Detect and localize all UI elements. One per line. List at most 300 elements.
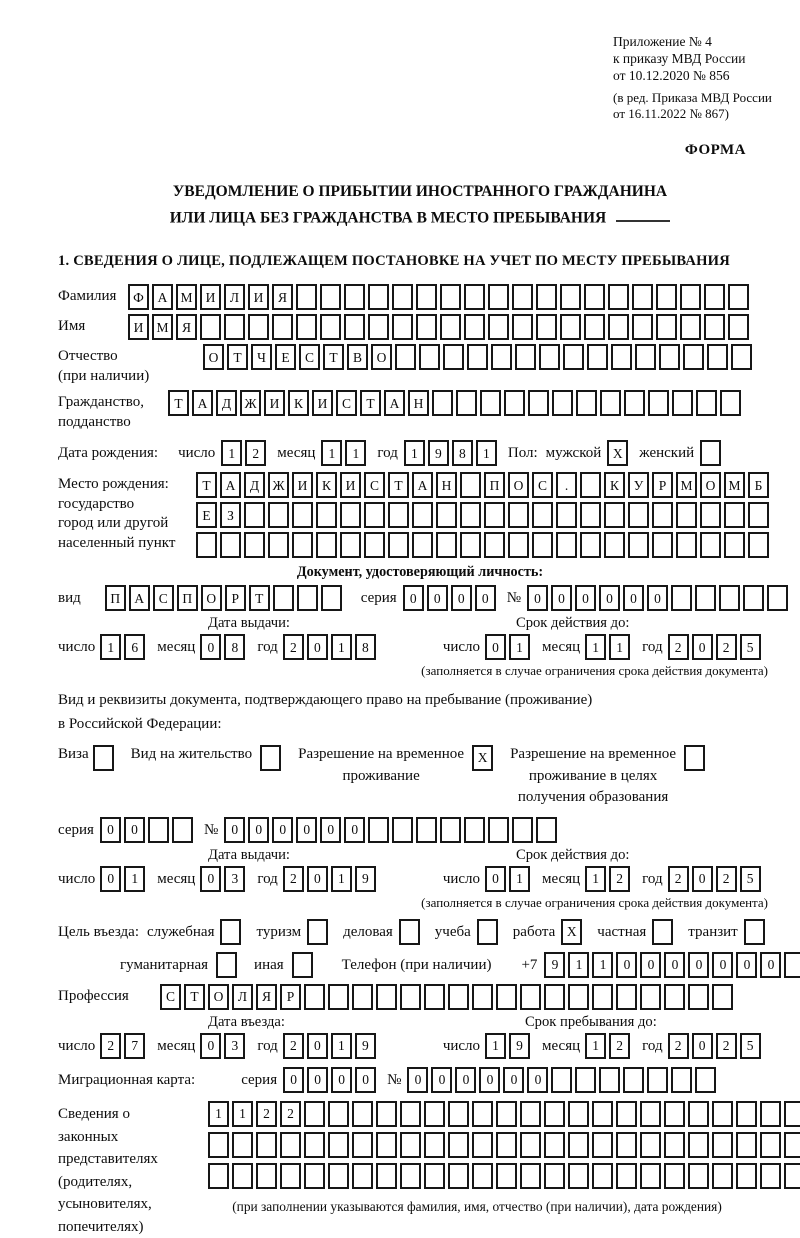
char-cell[interactable]: 0 (124, 817, 145, 843)
sex-female-checkbox[interactable] (700, 440, 724, 466)
char-cell[interactable]: П (105, 585, 126, 611)
char-cell[interactable]: 1 (585, 634, 606, 660)
char-cell[interactable]: 2 (609, 1033, 630, 1059)
char-cell[interactable]: А (384, 390, 405, 416)
char-cell[interactable]: Л (224, 284, 245, 310)
char-cell[interactable] (472, 984, 493, 1010)
char-cell[interactable] (616, 984, 637, 1010)
char-cell[interactable]: 2 (283, 1033, 304, 1059)
char-cell[interactable]: 2 (716, 866, 737, 892)
char-cell[interactable]: 0 (224, 817, 245, 843)
char-cell[interactable] (400, 1163, 421, 1189)
char-cell[interactable] (528, 390, 549, 416)
char-cell[interactable]: Ч (251, 344, 272, 370)
checkbox-cell[interactable] (216, 952, 237, 978)
char-cell[interactable] (416, 817, 437, 843)
char-cell[interactable]: Т (168, 390, 189, 416)
char-cell[interactable] (508, 502, 529, 528)
char-cell[interactable] (244, 532, 265, 558)
char-cell[interactable] (472, 1132, 493, 1158)
char-cell[interactable] (656, 284, 677, 310)
char-cell[interactable]: 0 (485, 866, 506, 892)
stay-year-cells[interactable] (668, 1033, 764, 1059)
char-cell[interactable] (712, 1101, 733, 1127)
char-cell[interactable]: 0 (407, 1067, 428, 1093)
char-cell[interactable]: М (676, 472, 697, 498)
char-cell[interactable] (388, 502, 409, 528)
char-cell[interactable] (328, 1132, 349, 1158)
char-cell[interactable] (392, 817, 413, 843)
char-cell[interactable]: 1 (345, 440, 366, 466)
char-cell[interactable]: Т (249, 585, 270, 611)
representatives-cells-row1[interactable] (208, 1101, 800, 1127)
char-cell[interactable]: 2 (668, 634, 689, 660)
doc-number-cells[interactable] (527, 585, 791, 611)
char-cell[interactable] (496, 1132, 517, 1158)
char-cell[interactable]: 0 (527, 1067, 548, 1093)
representatives-cells-row2[interactable] (208, 1132, 800, 1158)
purpose-other-checkbox[interactable] (292, 952, 316, 978)
char-cell[interactable] (736, 1132, 757, 1158)
char-cell[interactable]: 1 (509, 634, 530, 660)
char-cell[interactable]: 1 (232, 1101, 253, 1127)
char-cell[interactable]: 0 (455, 1067, 476, 1093)
char-cell[interactable] (736, 1163, 757, 1189)
char-cell[interactable]: И (292, 472, 313, 498)
char-cell[interactable]: 0 (599, 585, 620, 611)
doc-issue-day-cells[interactable] (100, 634, 148, 660)
doc-valid-month-cells[interactable] (585, 634, 633, 660)
char-cell[interactable]: 1 (331, 1033, 352, 1059)
char-cell[interactable]: 0 (431, 1067, 452, 1093)
char-cell[interactable]: 0 (664, 952, 685, 978)
char-cell[interactable] (760, 1163, 781, 1189)
char-cell[interactable]: О (508, 472, 529, 498)
char-cell[interactable] (512, 817, 533, 843)
surname-cells[interactable] (128, 284, 752, 310)
char-cell[interactable] (364, 532, 385, 558)
char-cell[interactable]: М (724, 472, 745, 498)
char-cell[interactable] (424, 1132, 445, 1158)
char-cell[interactable]: Р (280, 984, 301, 1010)
char-cell[interactable]: 0 (623, 585, 644, 611)
char-cell[interactable]: 0 (296, 817, 317, 843)
char-cell[interactable] (580, 502, 601, 528)
char-cell[interactable] (611, 344, 632, 370)
char-cell[interactable] (592, 1132, 613, 1158)
char-cell[interactable] (568, 1132, 589, 1158)
char-cell[interactable] (436, 502, 457, 528)
char-cell[interactable]: 8 (224, 634, 245, 660)
char-cell[interactable]: 5 (740, 634, 761, 660)
char-cell[interactable] (340, 532, 361, 558)
char-cell[interactable] (544, 1101, 565, 1127)
char-cell[interactable] (560, 314, 581, 340)
char-cell[interactable] (664, 1163, 685, 1189)
char-cell[interactable] (676, 532, 697, 558)
char-cell[interactable] (700, 502, 721, 528)
char-cell[interactable] (496, 984, 517, 1010)
char-cell[interactable] (412, 502, 433, 528)
char-cell[interactable] (368, 284, 389, 310)
char-cell[interactable]: И (312, 390, 333, 416)
char-cell[interactable]: 2 (668, 866, 689, 892)
char-cell[interactable] (784, 1163, 800, 1189)
char-cell[interactable]: 0 (688, 952, 709, 978)
char-cell[interactable]: 9 (355, 1033, 376, 1059)
char-cell[interactable] (280, 1163, 301, 1189)
char-cell[interactable]: 1 (331, 634, 352, 660)
birthplace-cells-row3[interactable] (196, 532, 772, 558)
char-cell[interactable] (224, 314, 245, 340)
char-cell[interactable] (443, 344, 464, 370)
char-cell[interactable]: Т (323, 344, 344, 370)
char-cell[interactable] (491, 344, 512, 370)
char-cell[interactable]: 1 (476, 440, 497, 466)
char-cell[interactable] (412, 532, 433, 558)
char-cell[interactable] (632, 284, 653, 310)
checkbox-cell[interactable] (744, 919, 765, 945)
char-cell[interactable] (623, 1067, 644, 1093)
char-cell[interactable] (536, 817, 557, 843)
char-cell[interactable]: И (248, 284, 269, 310)
char-cell[interactable]: 1 (124, 866, 145, 892)
char-cell[interactable] (672, 390, 693, 416)
char-cell[interactable]: 0 (479, 1067, 500, 1093)
char-cell[interactable] (648, 390, 669, 416)
char-cell[interactable] (488, 314, 509, 340)
char-cell[interactable]: К (288, 390, 309, 416)
char-cell[interactable] (376, 984, 397, 1010)
char-cell[interactable]: 9 (544, 952, 565, 978)
char-cell[interactable] (532, 532, 553, 558)
phone-cells[interactable] (544, 952, 800, 978)
char-cell[interactable]: О (208, 984, 229, 1010)
doc-issue-year-cells[interactable] (283, 634, 379, 660)
char-cell[interactable]: 9 (509, 1033, 530, 1059)
rvp-valid-day-cells[interactable] (485, 866, 533, 892)
char-cell[interactable]: Е (196, 502, 217, 528)
char-cell[interactable]: С (153, 585, 174, 611)
char-cell[interactable] (508, 532, 529, 558)
char-cell[interactable] (440, 817, 461, 843)
char-cell[interactable]: С (336, 390, 357, 416)
char-cell[interactable] (676, 502, 697, 528)
char-cell[interactable]: 0 (100, 866, 121, 892)
char-cell[interactable] (728, 284, 749, 310)
char-cell[interactable]: 0 (307, 1033, 328, 1059)
char-cell[interactable] (392, 314, 413, 340)
char-cell[interactable] (544, 984, 565, 1010)
char-cell[interactable] (424, 984, 445, 1010)
char-cell[interactable]: У (628, 472, 649, 498)
char-cell[interactable]: 1 (404, 440, 425, 466)
char-cell[interactable]: 9 (428, 440, 449, 466)
char-cell[interactable]: Д (244, 472, 265, 498)
char-cell[interactable]: 0 (272, 817, 293, 843)
char-cell[interactable] (488, 817, 509, 843)
char-cell[interactable]: А (192, 390, 213, 416)
char-cell[interactable] (712, 984, 733, 1010)
char-cell[interactable] (704, 284, 725, 310)
char-cell[interactable]: Б (748, 472, 769, 498)
char-cell[interactable] (232, 1163, 253, 1189)
char-cell[interactable] (592, 984, 613, 1010)
char-cell[interactable] (664, 1101, 685, 1127)
purpose-business-checkbox[interactable] (220, 919, 244, 945)
char-cell[interactable]: А (152, 284, 173, 310)
char-cell[interactable]: 0 (451, 585, 472, 611)
char-cell[interactable]: 0 (248, 817, 269, 843)
char-cell[interactable]: 3 (224, 1033, 245, 1059)
char-cell[interactable]: 0 (427, 585, 448, 611)
char-cell[interactable] (172, 817, 193, 843)
char-cell[interactable] (512, 314, 533, 340)
char-cell[interactable] (448, 1163, 469, 1189)
checkbox-cell[interactable] (260, 745, 281, 771)
char-cell[interactable] (580, 532, 601, 558)
char-cell[interactable] (724, 532, 745, 558)
representatives-cells-row3[interactable] (208, 1163, 800, 1189)
char-cell[interactable]: 0 (616, 952, 637, 978)
char-cell[interactable]: С (364, 472, 385, 498)
doc-kind-cells[interactable] (105, 585, 345, 611)
char-cell[interactable] (584, 314, 605, 340)
char-cell[interactable]: С (299, 344, 320, 370)
char-cell[interactable]: А (220, 472, 241, 498)
char-cell[interactable]: 1 (568, 952, 589, 978)
firstname-cells[interactable] (128, 314, 752, 340)
char-cell[interactable] (640, 1163, 661, 1189)
entry-month-cells[interactable] (200, 1033, 248, 1059)
char-cell[interactable] (400, 1101, 421, 1127)
char-cell[interactable] (424, 1101, 445, 1127)
char-cell[interactable]: 0 (692, 866, 713, 892)
char-cell[interactable]: 1 (221, 440, 242, 466)
char-cell[interactable] (460, 502, 481, 528)
char-cell[interactable] (743, 585, 764, 611)
char-cell[interactable] (248, 314, 269, 340)
char-cell[interactable]: П (177, 585, 198, 611)
checkbox-cell[interactable]: X (561, 919, 582, 945)
char-cell[interactable]: 1 (485, 1033, 506, 1059)
char-cell[interactable] (608, 314, 629, 340)
checkbox-cell[interactable] (652, 919, 673, 945)
char-cell[interactable]: 6 (124, 634, 145, 660)
char-cell[interactable] (376, 1163, 397, 1189)
char-cell[interactable]: 0 (475, 585, 496, 611)
char-cell[interactable]: И (128, 314, 149, 340)
char-cell[interactable] (652, 532, 673, 558)
char-cell[interactable]: И (340, 472, 361, 498)
char-cell[interactable] (515, 344, 536, 370)
char-cell[interactable] (707, 344, 728, 370)
citizenship-cells[interactable] (168, 390, 744, 416)
char-cell[interactable] (395, 344, 416, 370)
char-cell[interactable] (695, 1067, 716, 1093)
entry-day-cells[interactable] (100, 1033, 148, 1059)
char-cell[interactable] (292, 502, 313, 528)
char-cell[interactable] (273, 585, 294, 611)
char-cell[interactable] (563, 344, 584, 370)
sex-male-checkbox[interactable] (607, 440, 631, 466)
char-cell[interactable]: С (532, 472, 553, 498)
char-cell[interactable]: Я (272, 284, 293, 310)
char-cell[interactable] (376, 1132, 397, 1158)
char-cell[interactable] (696, 390, 717, 416)
char-cell[interactable] (784, 1132, 800, 1158)
char-cell[interactable] (580, 472, 601, 498)
char-cell[interactable]: 9 (355, 866, 376, 892)
char-cell[interactable]: 2 (245, 440, 266, 466)
char-cell[interactable] (680, 314, 701, 340)
char-cell[interactable]: 0 (503, 1067, 524, 1093)
char-cell[interactable]: Ж (240, 390, 261, 416)
char-cell[interactable] (472, 1163, 493, 1189)
char-cell[interactable]: 7 (124, 1033, 145, 1059)
char-cell[interactable] (656, 314, 677, 340)
char-cell[interactable] (712, 1132, 733, 1158)
char-cell[interactable]: Л (232, 984, 253, 1010)
purpose-tourism-checkbox[interactable] (307, 919, 331, 945)
char-cell[interactable] (304, 1132, 325, 1158)
char-cell[interactable] (695, 585, 716, 611)
char-cell[interactable]: Ф (128, 284, 149, 310)
char-cell[interactable]: В (347, 344, 368, 370)
checkbox-cell[interactable] (93, 745, 114, 771)
char-cell[interactable]: 0 (355, 1067, 376, 1093)
char-cell[interactable] (520, 1101, 541, 1127)
char-cell[interactable]: Р (225, 585, 246, 611)
char-cell[interactable]: И (264, 390, 285, 416)
char-cell[interactable] (664, 1132, 685, 1158)
doc-valid-day-cells[interactable] (485, 634, 533, 660)
checkbox-cell[interactable] (477, 919, 498, 945)
char-cell[interactable] (448, 1132, 469, 1158)
char-cell[interactable] (688, 1101, 709, 1127)
stay-day-cells[interactable] (485, 1033, 533, 1059)
char-cell[interactable] (748, 502, 769, 528)
char-cell[interactable] (244, 502, 265, 528)
char-cell[interactable] (316, 502, 337, 528)
char-cell[interactable]: 0 (307, 866, 328, 892)
checkbox-cell[interactable] (220, 919, 241, 945)
char-cell[interactable] (200, 314, 221, 340)
purpose-humanitarian-checkbox[interactable] (216, 952, 240, 978)
char-cell[interactable] (592, 1101, 613, 1127)
stay-month-cells[interactable] (585, 1033, 633, 1059)
char-cell[interactable] (560, 284, 581, 310)
char-cell[interactable]: 0 (640, 952, 661, 978)
char-cell[interactable] (376, 1101, 397, 1127)
char-cell[interactable] (532, 502, 553, 528)
rvp-valid-year-cells[interactable] (668, 866, 764, 892)
char-cell[interactable] (520, 984, 541, 1010)
purpose-work-checkbox[interactable] (561, 919, 585, 945)
rvp-valid-month-cells[interactable] (585, 866, 633, 892)
char-cell[interactable] (592, 1163, 613, 1189)
char-cell[interactable] (671, 585, 692, 611)
char-cell[interactable] (496, 1163, 517, 1189)
checkbox-cell[interactable]: X (607, 440, 628, 466)
char-cell[interactable]: 1 (585, 1033, 606, 1059)
migration-card-number-cells[interactable] (407, 1067, 719, 1093)
char-cell[interactable] (280, 1132, 301, 1158)
char-cell[interactable] (556, 502, 577, 528)
char-cell[interactable]: О (700, 472, 721, 498)
char-cell[interactable] (328, 984, 349, 1010)
char-cell[interactable] (256, 1163, 277, 1189)
char-cell[interactable] (736, 1101, 757, 1127)
char-cell[interactable]: 0 (760, 952, 781, 978)
checkbox-cell[interactable] (684, 745, 705, 771)
char-cell[interactable] (392, 284, 413, 310)
char-cell[interactable]: 0 (712, 952, 733, 978)
char-cell[interactable] (304, 1101, 325, 1127)
char-cell[interactable] (464, 817, 485, 843)
checkbox-cell[interactable] (307, 919, 328, 945)
char-cell[interactable] (419, 344, 440, 370)
char-cell[interactable]: 0 (100, 817, 121, 843)
char-cell[interactable]: О (203, 344, 224, 370)
birthdate-month-cells[interactable] (321, 440, 369, 466)
char-cell[interactable]: Т (388, 472, 409, 498)
char-cell[interactable]: Ж (268, 472, 289, 498)
char-cell[interactable] (616, 1101, 637, 1127)
purpose-transit-checkbox[interactable] (744, 919, 768, 945)
char-cell[interactable] (647, 1067, 668, 1093)
char-cell[interactable]: 0 (283, 1067, 304, 1093)
char-cell[interactable] (748, 532, 769, 558)
char-cell[interactable]: 1 (609, 634, 630, 660)
char-cell[interactable]: Я (256, 984, 277, 1010)
char-cell[interactable] (600, 390, 621, 416)
char-cell[interactable]: А (129, 585, 150, 611)
temp-residence-education-checkbox[interactable] (684, 745, 708, 771)
char-cell[interactable]: 1 (321, 440, 342, 466)
char-cell[interactable] (784, 1101, 800, 1127)
char-cell[interactable] (568, 984, 589, 1010)
char-cell[interactable]: 1 (208, 1101, 229, 1127)
char-cell[interactable] (599, 1067, 620, 1093)
char-cell[interactable] (364, 502, 385, 528)
char-cell[interactable]: . (556, 472, 577, 498)
char-cell[interactable] (352, 1101, 373, 1127)
char-cell[interactable] (472, 1101, 493, 1127)
char-cell[interactable] (784, 952, 800, 978)
char-cell[interactable] (688, 1163, 709, 1189)
rvp-issue-year-cells[interactable] (283, 866, 379, 892)
char-cell[interactable]: М (152, 314, 173, 340)
char-cell[interactable]: 0 (692, 634, 713, 660)
char-cell[interactable] (484, 532, 505, 558)
char-cell[interactable] (719, 585, 740, 611)
char-cell[interactable] (731, 344, 752, 370)
char-cell[interactable] (584, 284, 605, 310)
char-cell[interactable]: 3 (224, 866, 245, 892)
char-cell[interactable] (556, 532, 577, 558)
char-cell[interactable]: 1 (331, 866, 352, 892)
char-cell[interactable] (297, 585, 318, 611)
char-cell[interactable] (536, 314, 557, 340)
char-cell[interactable]: 1 (585, 866, 606, 892)
char-cell[interactable] (616, 1163, 637, 1189)
rvp-series-cells[interactable] (100, 817, 196, 843)
char-cell[interactable] (760, 1132, 781, 1158)
char-cell[interactable]: О (201, 585, 222, 611)
char-cell[interactable] (640, 1132, 661, 1158)
char-cell[interactable] (536, 284, 557, 310)
